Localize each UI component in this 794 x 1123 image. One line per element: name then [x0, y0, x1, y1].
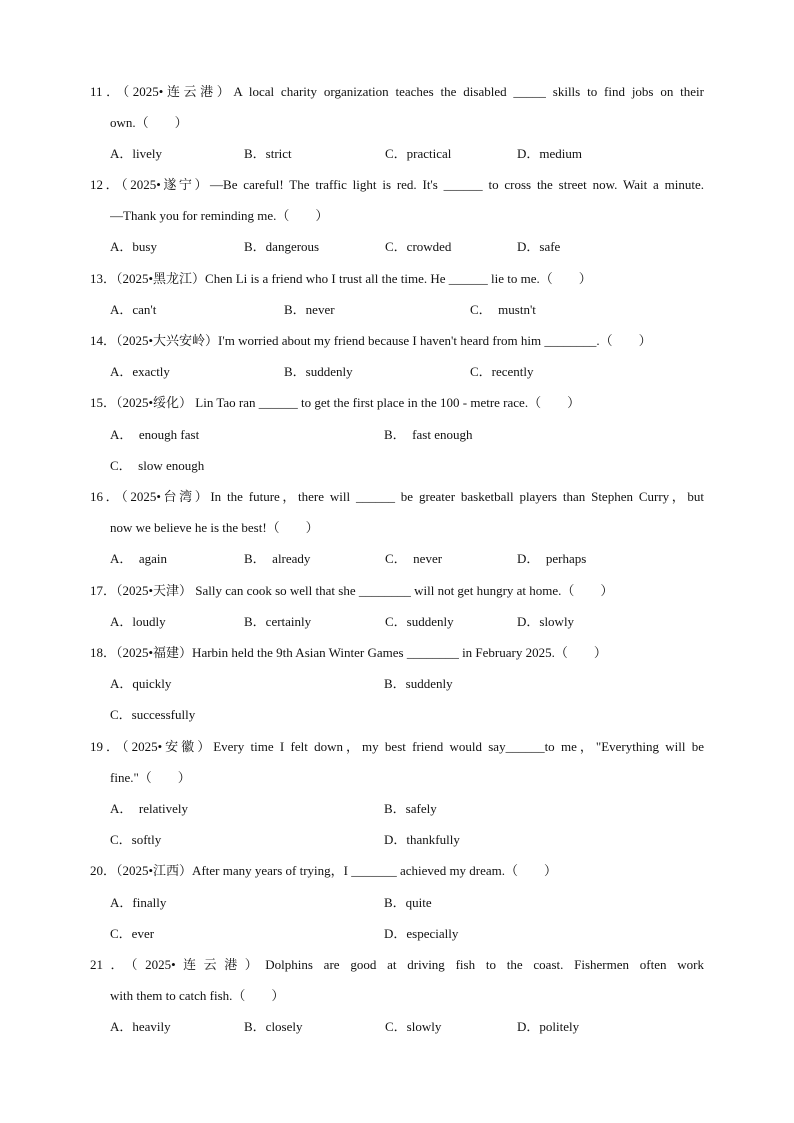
question-20-option-b[interactable]: B．quite	[384, 895, 432, 910]
question-16-stem-line-1: 16．（2025•台湾）In the future，there will ______ be greater basketball players than Stephen Curry，but	[90, 489, 704, 504]
question-18-option-a[interactable]: A．quickly	[110, 676, 172, 691]
question-16-option-b[interactable]: B． already	[244, 551, 311, 566]
question-20-options-row-1	[110, 893, 704, 913]
question-19-option-d[interactable]: D．thankfully	[384, 832, 460, 847]
question-18-option-c[interactable]: C．successfully	[110, 707, 196, 722]
question-20-option-c[interactable]: C．ever	[110, 926, 155, 941]
question-18-options-row-2	[110, 705, 704, 725]
question-13-option-c[interactable]: C． mustn't	[470, 302, 536, 317]
question-13-option-b[interactable]: B．never	[284, 302, 335, 317]
question-21-stem-line-1: 21．（2025•连云港）Dolphins are good at driving fish to the coast. Fishermen often work	[90, 957, 704, 972]
question-19-stem-line-1: 19．（2025•安徽）Every time I felt down，my best friend would say______to me，"Everything will be	[90, 739, 704, 754]
question-13-options	[110, 300, 704, 320]
question-17-options	[110, 612, 704, 632]
question-15-options-row-2	[110, 456, 704, 476]
question-12-option-c[interactable]: C．crowded	[385, 239, 452, 254]
question-11-option-c[interactable]: C．practical	[385, 146, 452, 161]
question-17-option-a[interactable]: A．loudly	[110, 614, 166, 629]
question-19-option-b[interactable]: B．safely	[384, 801, 437, 816]
question-17-option-d[interactable]: D．slowly	[517, 614, 575, 629]
question-18-stem: 18．（2025•福建）Harbin held the 9th Asian Winter Games ________ in February 2025.（ ）	[90, 645, 607, 660]
question-19-options-row-1	[110, 799, 704, 819]
question-14-stem: 14．（2025•大兴安岭）I'm worried about my friend because I haven't heard from him ________.（ ）	[90, 333, 652, 348]
question-12-stem-line-1: 12．（2025•遂宁）—Be careful! The traffic light is red. It's ______ to cross the street now. Wait a minute.	[90, 177, 704, 192]
question-19-stem-line-2: fine."（ ）	[110, 770, 191, 785]
question-14-options	[110, 362, 704, 382]
question-15-options-row-1	[110, 425, 704, 445]
question-15-option-a[interactable]: A． enough fast	[110, 427, 200, 442]
question-20-option-a[interactable]: A．finally	[110, 895, 167, 910]
question-12-options	[110, 237, 704, 257]
question-14-option-c[interactable]: C．recently	[470, 364, 534, 379]
question-19-options-row-2	[110, 830, 704, 850]
question-21-option-d[interactable]: D．politely	[517, 1019, 580, 1034]
question-16-option-c[interactable]: C． never	[385, 551, 443, 566]
question-15-option-b[interactable]: B． fast enough	[384, 427, 473, 442]
question-12-option-d[interactable]: D．safe	[517, 239, 561, 254]
question-18-option-b[interactable]: B．suddenly	[384, 676, 453, 691]
question-11-option-a[interactable]: A．lively	[110, 146, 162, 161]
question-11-option-b[interactable]: B．strict	[244, 146, 292, 161]
question-12-stem-line-2: —Thank you for reminding me.（ ）	[110, 208, 329, 223]
question-19-option-a[interactable]: A． relatively	[110, 801, 188, 816]
question-12-option-a[interactable]: A．busy	[110, 239, 157, 254]
question-16-options	[110, 549, 704, 569]
question-16-option-d[interactable]: D． perhaps	[517, 551, 587, 566]
question-13-option-a[interactable]: A．can't	[110, 302, 157, 317]
question-14-option-b[interactable]: B．suddenly	[284, 364, 353, 379]
question-11-option-d[interactable]: D．medium	[517, 146, 582, 161]
question-19-option-c[interactable]: C．softly	[110, 832, 162, 847]
question-11-options	[110, 144, 704, 164]
question-11-stem-line-1: 11．（2025•连云港）A local charity organization teaches the disabled _____ skills to find jobs on their	[90, 84, 704, 99]
question-21-stem-line-2: with them to catch fish.（ ）	[110, 988, 285, 1003]
question-11-stem-line-2: own.（ ）	[110, 115, 188, 130]
question-13-stem: 13．（2025•黑龙江）Chen Li is a friend who I trust all the time. He ______ lie to me.（ ）	[90, 271, 592, 286]
question-17-option-b[interactable]: B．certainly	[244, 614, 312, 629]
question-16-stem-line-2: now we believe he is the best!（ ）	[110, 520, 319, 535]
question-17-option-c[interactable]: C．suddenly	[385, 614, 454, 629]
question-14-option-a[interactable]: A．exactly	[110, 364, 170, 379]
question-21-option-b[interactable]: B．closely	[244, 1019, 303, 1034]
question-16-option-a[interactable]: A． again	[110, 551, 168, 566]
question-21-option-c[interactable]: C．slowly	[385, 1019, 442, 1034]
question-21-option-a[interactable]: A．heavily	[110, 1019, 171, 1034]
question-18-options-row-1	[110, 674, 704, 694]
question-20-stem: 20．（2025•江西）After many years of trying，I _______ achieved my dream.（ ）	[90, 863, 558, 878]
question-15-option-c[interactable]: C． slow enough	[110, 458, 205, 473]
question-21-options	[110, 1017, 704, 1037]
question-20-options-row-2	[110, 924, 704, 944]
question-17-stem: 17．（2025•天津） Sally can cook so well that she ________ will not get hungry at home.（ ）	[90, 583, 614, 598]
question-15-stem: 15．（2025•绥化） Lin Tao ran ______ to get the first place in the 100 - metre race.（ ）	[90, 395, 581, 410]
question-20-option-d[interactable]: D．especially	[384, 926, 459, 941]
question-12-option-b[interactable]: B．dangerous	[244, 239, 320, 254]
